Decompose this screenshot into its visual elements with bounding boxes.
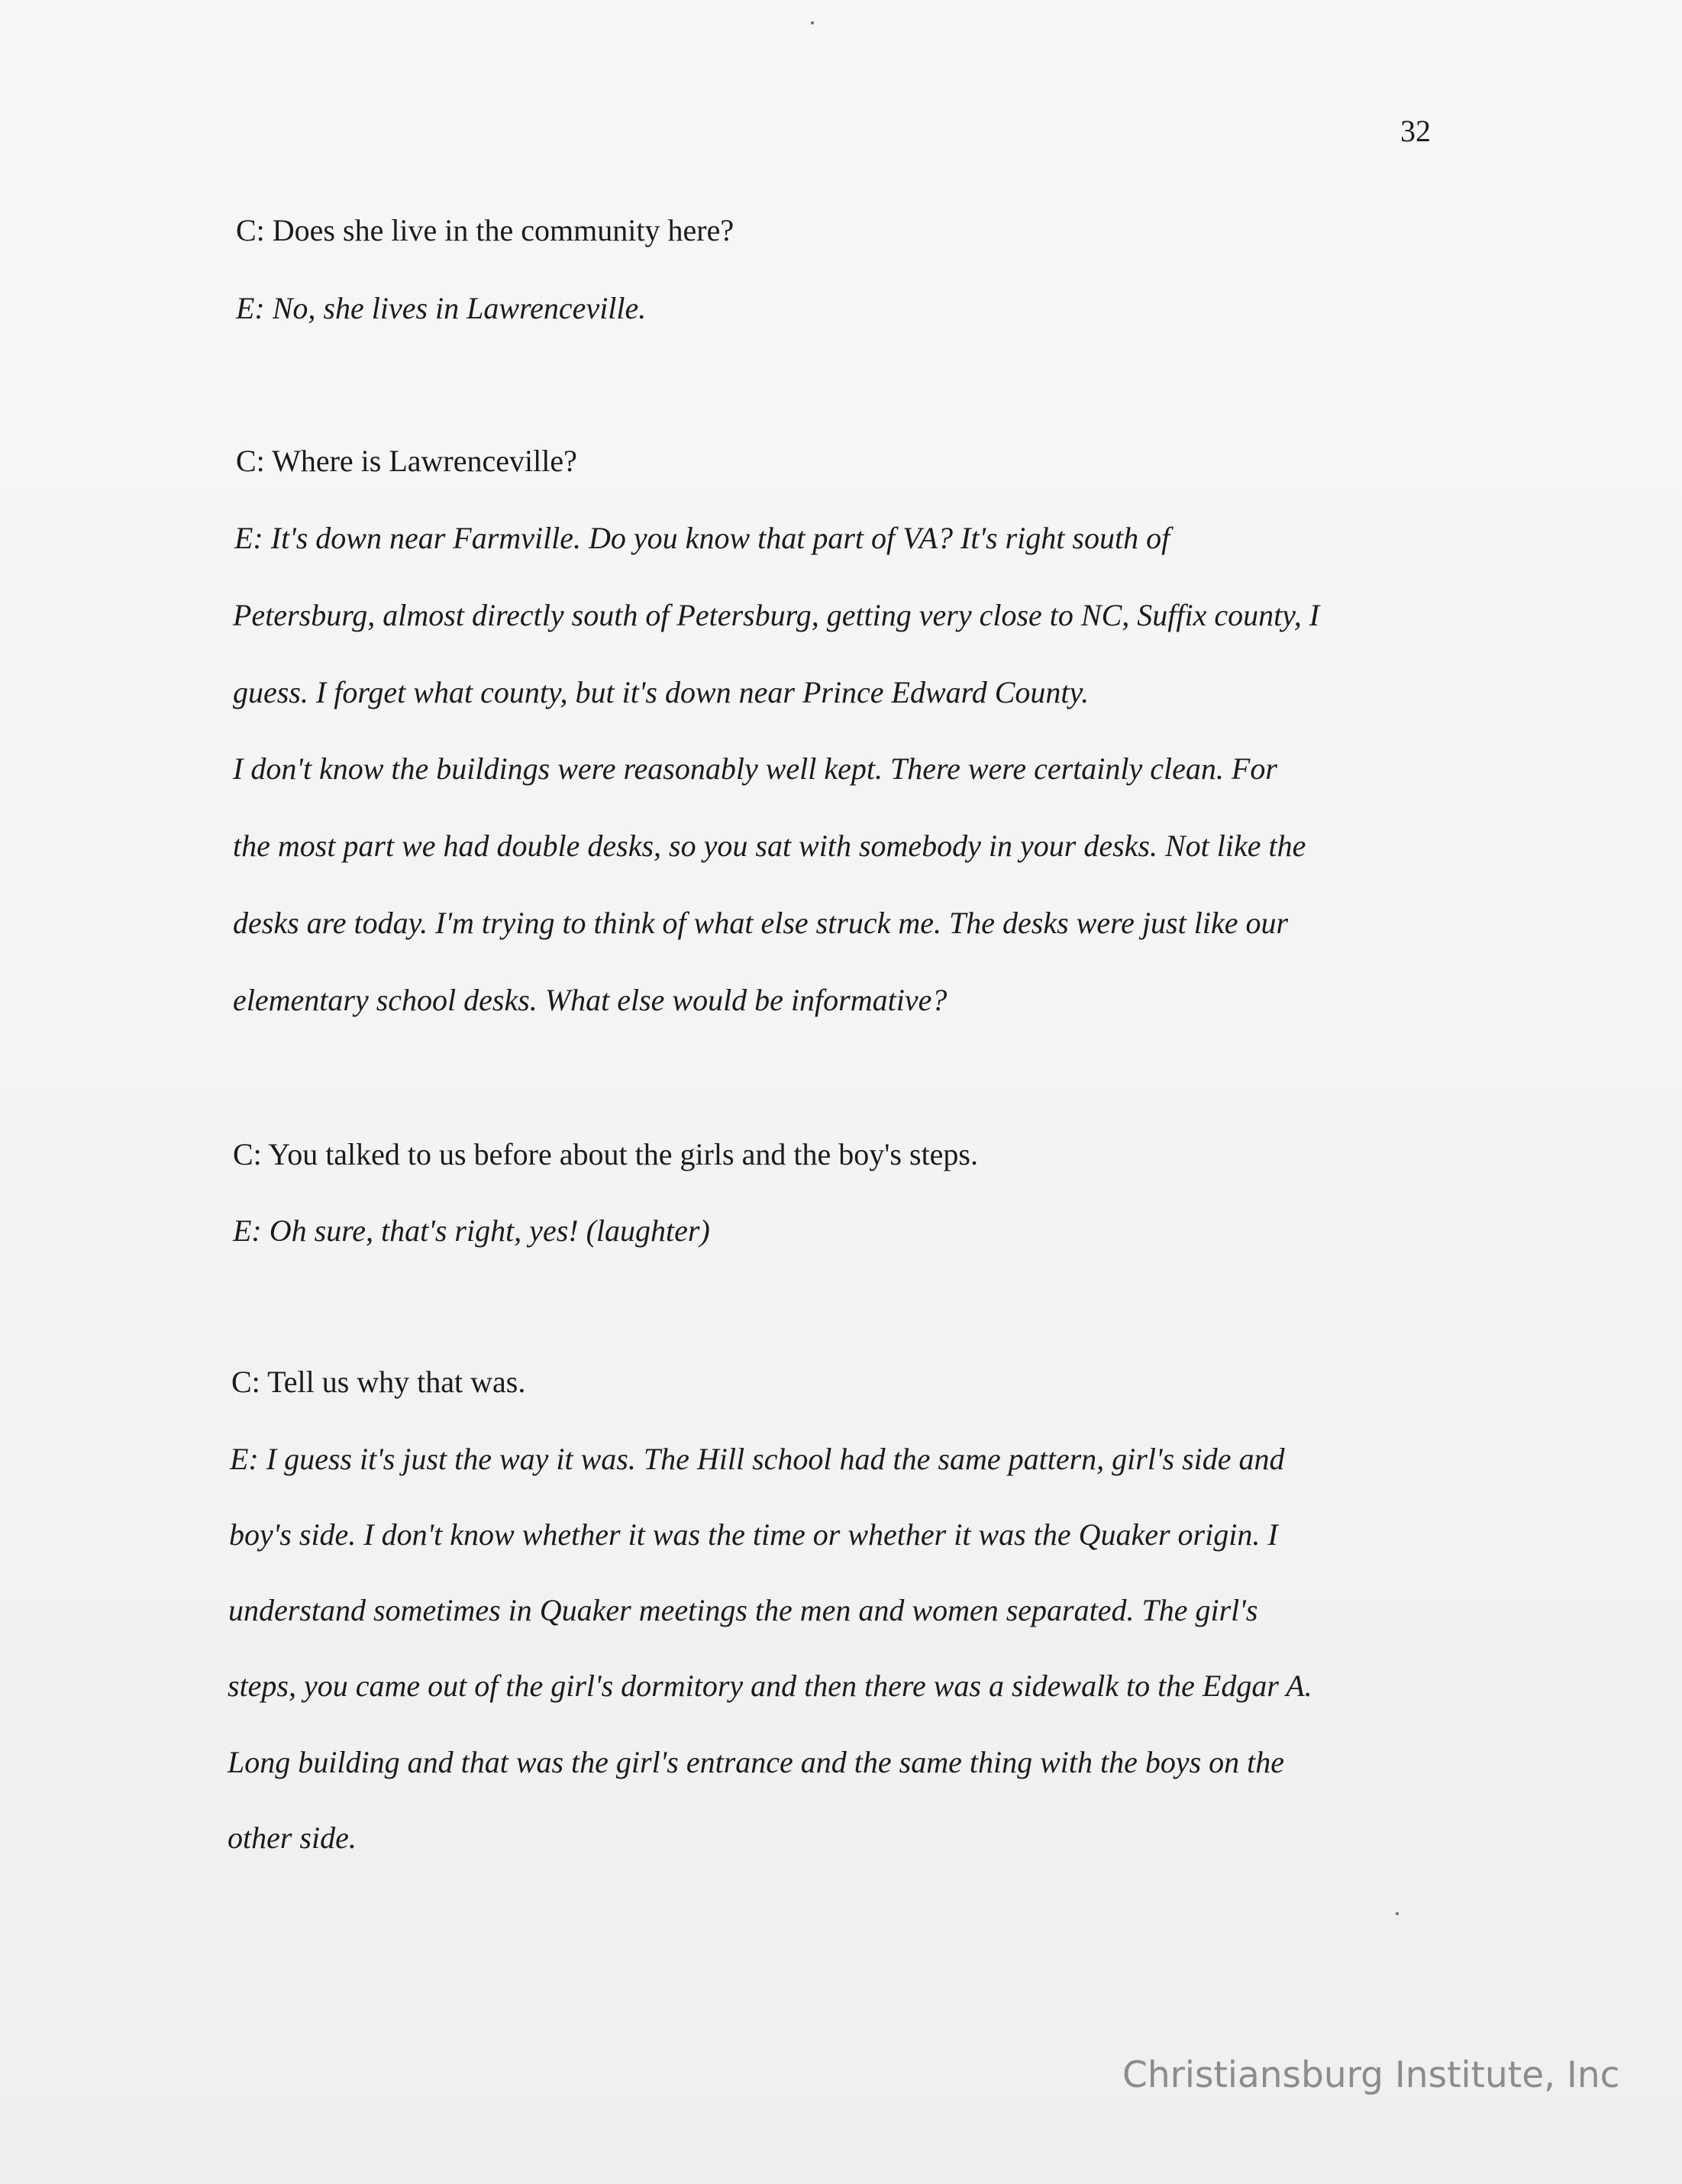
answer-line: I don't know the buildings were reasonably well kept. There were certainly clean. For <box>233 751 1277 786</box>
scan-speck <box>1396 1912 1399 1915</box>
answer-line: steps, you came out of the girl's dormitory and then there was a sidewalk to the Edgar A. <box>228 1669 1312 1703</box>
answer-line: boy's side. I don't know whether it was the time or whether it was the Quaker origin. I <box>229 1517 1278 1552</box>
page-number: 32 <box>1400 114 1431 148</box>
question-line: C: You talked to us before about the girls and the boy's steps. <box>233 1137 978 1171</box>
answer-line: E: No, she lives in Lawrenceville. <box>236 291 647 325</box>
question-line: C: Tell us why that was. <box>231 1365 526 1399</box>
answer-line: Petersburg, almost directly south of Petersburg, getting very close to NC, Suffix county, I <box>233 598 1320 632</box>
answer-line: E: It's down near Farmville. Do you know that part of VA? It's right south of <box>234 521 1170 555</box>
answer-line: elementary school desks. What else would be informative? <box>233 983 948 1017</box>
answer-line: other side. <box>228 1821 357 1855</box>
answer-line: E: Oh sure, that's right, yes! (laughter) <box>233 1213 710 1248</box>
answer-line: desks are today. I'm trying to think of what else struck me. The desks were just like our <box>233 906 1289 940</box>
question-line: C: Where is Lawrenceville? <box>236 444 577 478</box>
answer-line: Long building and that was the girl's entrance and the same thing with the boys on the <box>228 1745 1285 1779</box>
answer-line: E: I guess it's just the way it was. The Hill school had the same pattern, girl's side and <box>230 1442 1285 1476</box>
question-line: C: Does she live in the community here? <box>236 213 734 247</box>
answer-line: guess. I forget what county, but it's down near Prince Edward County. <box>233 675 1090 709</box>
answer-line: understand sometimes in Quaker meetings the men and women separated. The girl's <box>228 1593 1258 1627</box>
scan-speck <box>811 21 814 24</box>
watermark: Christiansburg Institute, Inc <box>1122 2054 1620 2096</box>
answer-line: the most part we had double desks, so you sat with somebody in your desks. Not like the <box>233 829 1306 863</box>
